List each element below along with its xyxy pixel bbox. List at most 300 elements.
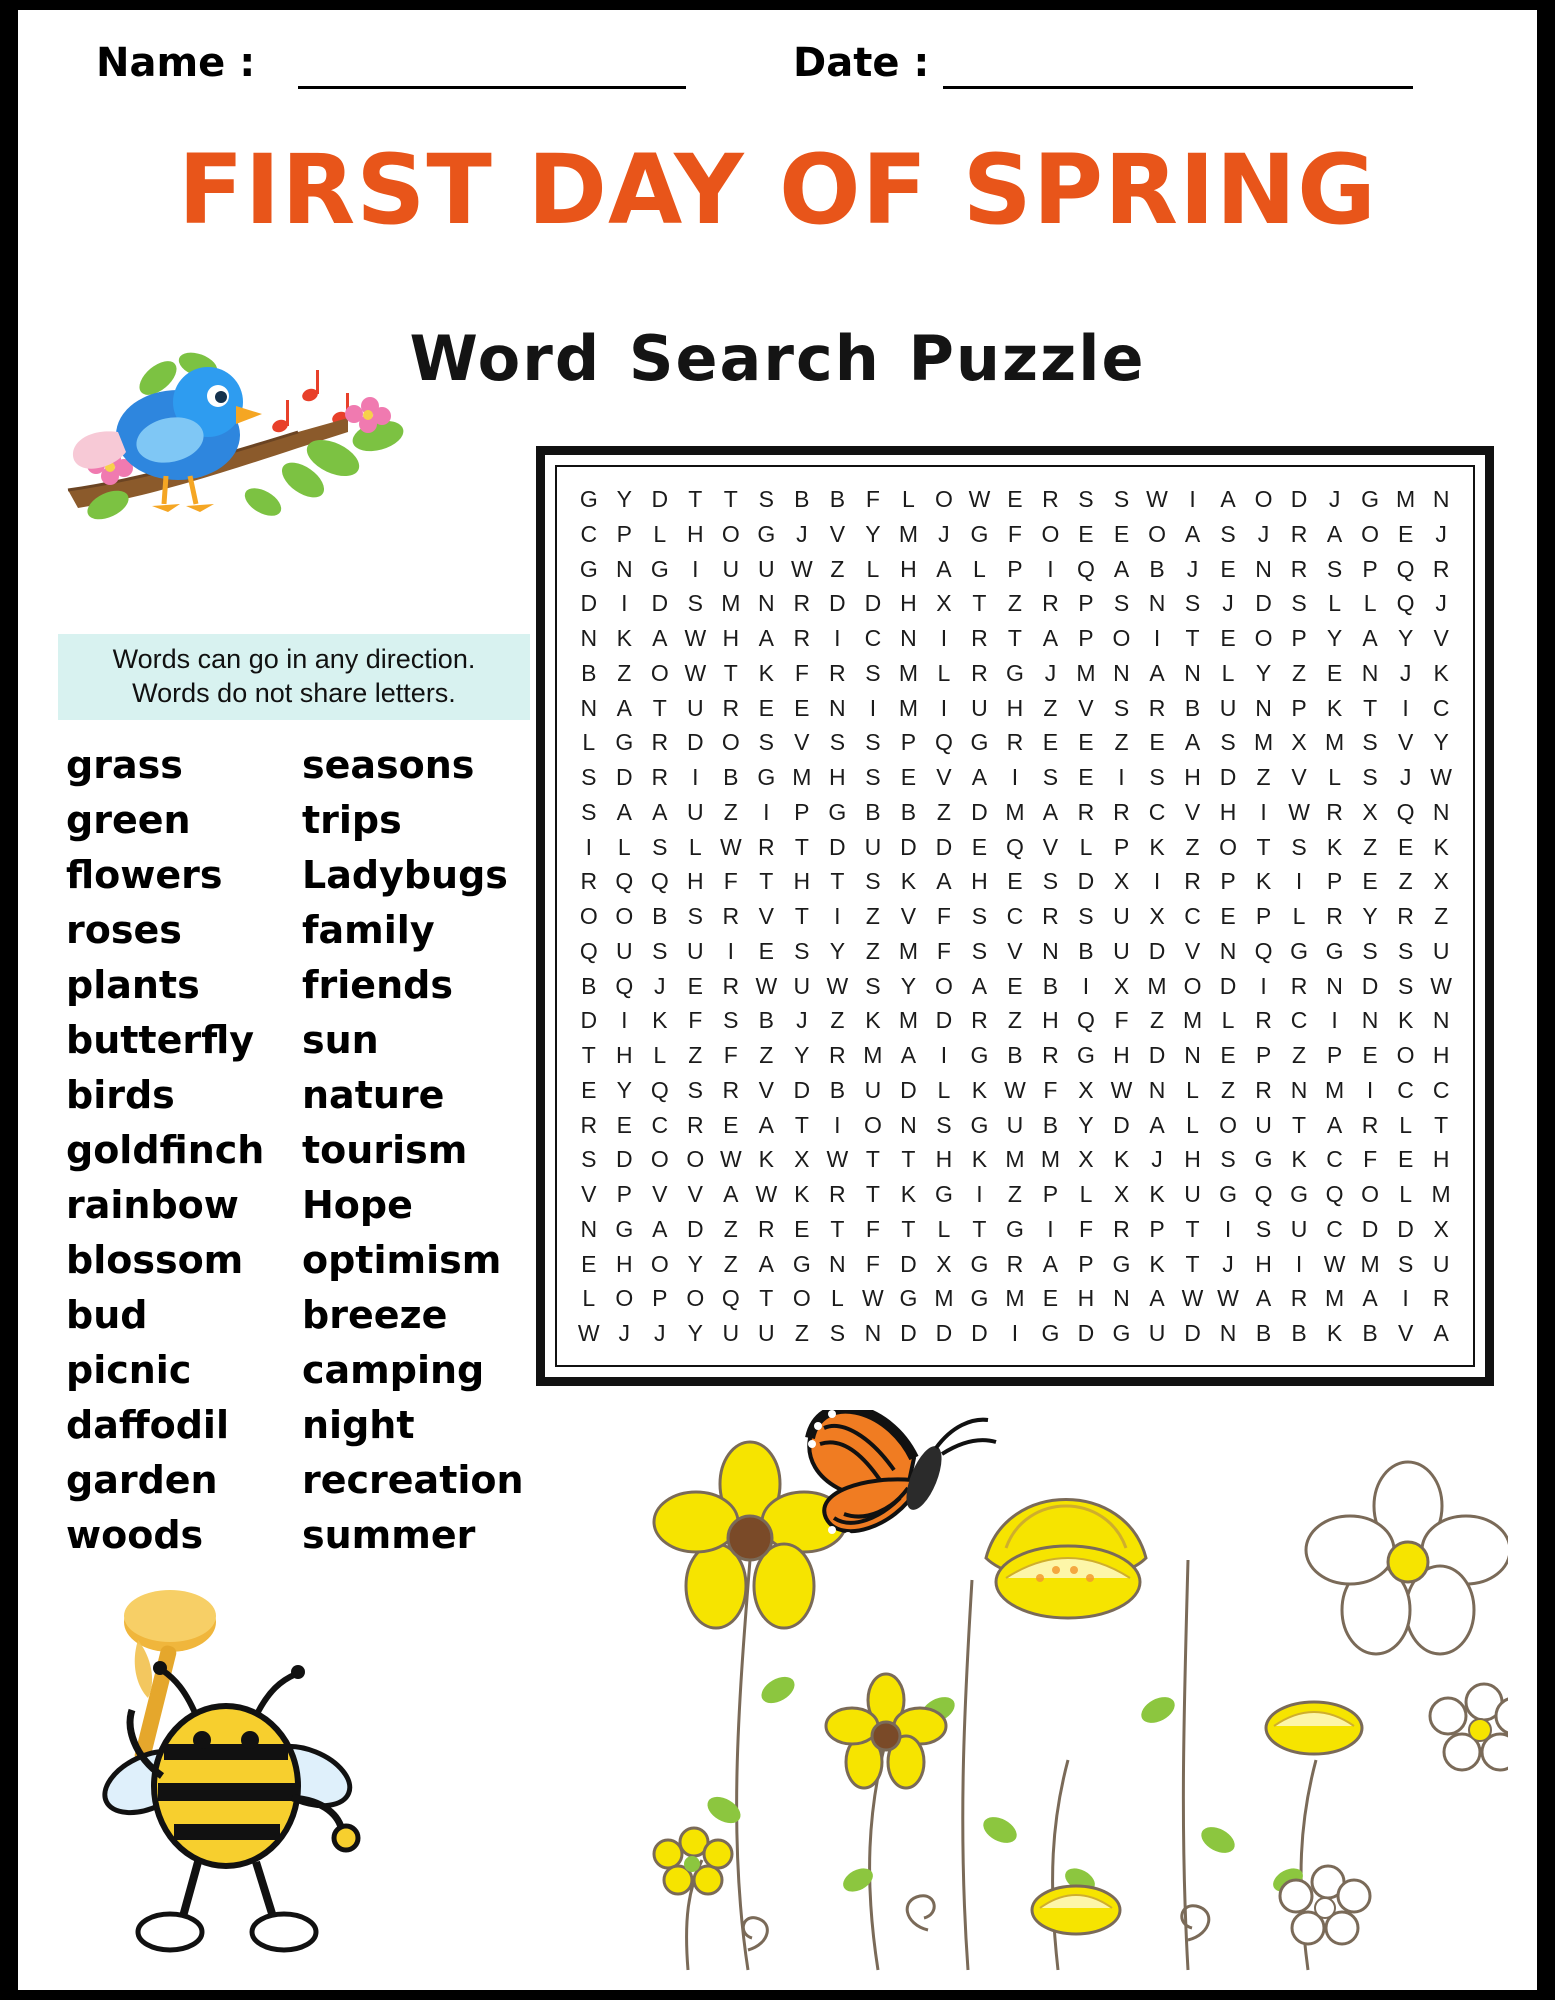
grid-cell[interactable]: L [1399,1181,1413,1207]
grid-cell[interactable]: N [1113,659,1130,686]
grid-cell[interactable]: D [829,833,846,860]
grid-cell[interactable]: Z [1007,1181,1022,1207]
grid-cell[interactable]: H [1184,764,1201,790]
grid-cell[interactable]: S [1042,764,1059,790]
grid-cell[interactable]: C [1148,798,1166,825]
grid-cell[interactable]: T [972,1215,987,1242]
grid-cell[interactable]: E [1362,1042,1378,1068]
grid-cell[interactable]: Z [1363,833,1378,860]
grid-cell[interactable]: K [652,1007,668,1034]
grid-cell[interactable]: J [938,520,950,547]
grid-cell[interactable]: S [1113,694,1130,721]
grid-cell[interactable]: G [1219,1181,1237,1207]
grid-cell[interactable]: C [1290,1007,1308,1034]
grid-cell[interactable]: U [864,833,882,860]
grid-cell[interactable]: W [1004,1076,1026,1103]
grid-cell[interactable]: G [792,1250,811,1277]
grid-cell[interactable]: G [1290,1181,1309,1207]
grid-cell[interactable]: J [1222,1250,1234,1277]
grid-cell[interactable]: T [1256,833,1271,860]
grid-cell[interactable]: A [1184,520,1201,547]
grid-cell[interactable]: G [579,555,598,582]
grid-cell[interactable]: Q [1396,590,1415,617]
grid-cell[interactable]: Q [1077,555,1095,582]
grid-cell[interactable]: B [1362,1320,1378,1346]
word-item[interactable]: grass [66,743,183,787]
grid-cell[interactable]: D [1219,764,1237,790]
grid-cell[interactable]: X [1433,1215,1449,1242]
grid-cell[interactable]: R [971,659,988,686]
grid-cell[interactable]: R [580,1111,598,1138]
grid-cell[interactable]: M [1040,1146,1061,1173]
grid-cell[interactable]: I [1011,1320,1019,1346]
grid-cell[interactable]: N [1148,1076,1166,1103]
grid-cell[interactable]: N [1361,659,1379,686]
grid-cell[interactable]: G [1290,937,1309,964]
grid-cell[interactable]: S [1149,764,1165,790]
grid-cell[interactable]: B [865,798,881,825]
grid-cell[interactable]: S [865,868,881,895]
grid-cell[interactable]: N [615,555,633,582]
grid-cell[interactable]: O [615,903,634,929]
grid-cell[interactable]: R [722,694,740,721]
grid-cell[interactable]: I [940,625,948,651]
grid-cell[interactable]: H [935,1146,953,1173]
grid-cell[interactable]: O [1254,486,1273,512]
grid-cell[interactable]: N [864,1320,882,1346]
grid-cell[interactable]: N [1432,486,1450,512]
grid-cell[interactable]: C [1326,1215,1343,1242]
grid-cell[interactable]: E [1397,833,1414,860]
grid-cell[interactable]: X [1113,972,1130,999]
grid-cell[interactable]: L [582,1285,596,1312]
grid-cell[interactable]: L [1186,1076,1199,1103]
grid-cell[interactable]: G [579,486,598,512]
grid-cell[interactable]: E [971,833,988,860]
grid-cell[interactable]: K [1255,868,1272,895]
grid-cell[interactable]: B [829,486,846,512]
grid-cell[interactable]: H [1077,1285,1095,1312]
grid-cell[interactable]: I [1402,1285,1409,1312]
grid-cell[interactable]: M [792,764,812,790]
grid-cell[interactable]: A [1042,1250,1059,1277]
grid-cell[interactable]: B [794,486,810,512]
grid-cell[interactable]: L [1079,1181,1093,1207]
grid-cell[interactable]: Z [830,555,845,582]
grid-cell[interactable]: O [615,1285,634,1312]
grid-cell[interactable]: L [653,520,667,547]
grid-cell[interactable]: Q [615,972,634,999]
grid-cell[interactable]: M [1005,1146,1025,1173]
grid-cell[interactable]: B [652,903,668,929]
grid-cell[interactable]: C [1397,1076,1414,1103]
grid-cell[interactable]: K [1326,1320,1343,1346]
grid-cell[interactable]: L [1186,1111,1199,1138]
grid-cell[interactable]: D [1255,590,1272,617]
grid-cell[interactable]: Y [1326,625,1343,651]
grid-cell[interactable]: E [794,694,810,721]
grid-cell[interactable]: P [652,1285,668,1312]
grid-cell[interactable]: V [900,903,917,929]
grid-cell[interactable]: P [616,1181,632,1207]
grid-cell[interactable]: G [1006,1215,1024,1242]
grid-cell[interactable]: L [1079,833,1093,860]
grid-cell[interactable]: Y [1362,903,1378,929]
grid-cell[interactable]: R [1148,694,1166,721]
grid-cell[interactable]: A [1042,798,1059,825]
word-item[interactable]: trips [302,798,402,842]
grid-cell[interactable]: N [1042,937,1059,964]
grid-cell[interactable]: L [688,833,702,860]
grid-cell[interactable]: K [1149,1250,1165,1277]
grid-cell[interactable]: R [1326,903,1343,929]
grid-cell[interactable]: S [936,1111,952,1138]
grid-cell[interactable]: Q [1325,1181,1344,1207]
grid-cell[interactable]: V [936,764,952,790]
grid-cell[interactable]: N [580,694,598,721]
grid-cell[interactable]: L [937,1215,951,1242]
grid-cell[interactable]: N [1432,1007,1450,1034]
grid-cell[interactable]: J [1399,659,1412,686]
grid-cell[interactable]: O [934,486,953,512]
grid-cell[interactable]: I [692,764,699,790]
grid-cell[interactable]: V [1007,937,1023,964]
grid-cell[interactable]: K [1433,659,1449,686]
grid-cell[interactable]: S [865,659,881,686]
grid-cell[interactable]: I [976,1181,983,1207]
grid-cell[interactable]: K [900,868,917,895]
grid-cell[interactable]: N [900,625,917,651]
grid-cell[interactable]: Z [723,1250,738,1277]
grid-cell[interactable]: U [1113,903,1130,929]
grid-cell[interactable]: K [1326,694,1343,721]
grid-cell[interactable]: X [1113,868,1130,895]
grid-cell[interactable]: I [940,694,948,721]
grid-cell[interactable]: M [1325,729,1345,756]
grid-cell[interactable]: H [722,625,740,651]
grid-cell[interactable]: W [719,1146,742,1173]
grid-cell[interactable]: V [1042,833,1059,860]
grid-cell[interactable]: J [796,1007,808,1034]
grid-cell[interactable]: B [1042,1111,1059,1138]
grid-cell[interactable]: Z [1292,659,1307,686]
grid-cell[interactable]: E [1220,1042,1236,1068]
grid-cell[interactable]: I [940,1042,948,1068]
grid-cell[interactable]: L [937,659,951,686]
grid-cell[interactable]: I [834,903,841,929]
grid-cell[interactable]: R [1042,903,1059,929]
grid-cell[interactable]: Z [1007,590,1022,617]
grid-cell[interactable]: Z [1434,903,1449,929]
grid-cell[interactable]: L [1328,590,1341,617]
grid-cell[interactable]: N [758,590,775,617]
grid-cell[interactable]: E [616,1111,632,1138]
grid-cell[interactable]: N [829,694,846,721]
grid-cell[interactable]: Y [1433,729,1449,756]
word-item[interactable]: recreation [302,1458,524,1502]
grid-cell[interactable]: V [687,1181,703,1207]
grid-cell[interactable]: U [1255,1111,1272,1138]
grid-cell[interactable]: M [898,1007,918,1034]
grid-cell[interactable]: I [1082,972,1090,999]
grid-cell[interactable]: S [1255,1215,1272,1242]
grid-cell[interactable]: G [899,1285,918,1312]
grid-cell[interactable]: Z [759,1042,774,1068]
grid-cell[interactable]: R [758,1215,775,1242]
grid-cell[interactable]: X [1078,1146,1094,1173]
grid-cell[interactable]: V [1184,798,1201,825]
grid-cell[interactable]: M [1182,1007,1203,1034]
grid-cell[interactable]: M [1431,1181,1451,1207]
grid-cell[interactable]: H [793,868,811,895]
grid-cell[interactable]: A [1149,659,1165,686]
grid-cell[interactable]: E [900,764,917,790]
grid-cell[interactable]: K [1397,1007,1414,1034]
grid-cell[interactable]: Z [1007,1007,1022,1034]
grid-cell[interactable]: H [900,555,917,582]
grid-cell[interactable]: V [1433,625,1449,651]
grid-cell[interactable]: R [1006,1250,1024,1277]
grid-cell[interactable]: F [1043,1076,1058,1103]
grid-cell[interactable]: P [1326,868,1343,895]
grid-cell[interactable]: T [794,833,809,860]
grid-cell[interactable]: W [968,486,991,512]
grid-cell[interactable]: R [1397,903,1414,929]
grid-cell[interactable]: J [1435,520,1447,547]
grid-cell[interactable]: T [901,1215,916,1242]
grid-cell[interactable]: W [1217,1285,1239,1312]
grid-cell[interactable]: T [1185,1215,1200,1242]
grid-cell[interactable]: A [758,1250,774,1277]
grid-cell[interactable]: U [722,1320,740,1346]
grid-cell[interactable]: P [1362,555,1378,582]
grid-cell[interactable]: P [900,729,917,756]
grid-cell[interactable]: F [865,1250,880,1277]
grid-cell[interactable]: Q [1006,833,1024,860]
grid-cell[interactable]: Q [615,868,634,895]
grid-cell[interactable]: D [971,1320,988,1346]
grid-cell[interactable]: D [1219,972,1237,999]
grid-cell[interactable]: G [970,1042,989,1068]
grid-cell[interactable]: S [758,486,774,512]
grid-cell[interactable]: T [723,486,738,512]
grid-cell[interactable]: I [763,798,770,825]
grid-cell[interactable]: B [1007,1042,1023,1068]
grid-cell[interactable]: G [757,764,776,790]
grid-cell[interactable]: I [1047,1215,1054,1242]
grid-cell[interactable]: D [686,729,704,756]
grid-cell[interactable]: A [971,764,988,790]
grid-cell[interactable]: W [1323,1250,1346,1277]
grid-cell[interactable]: Y [794,1042,810,1068]
grid-cell[interactable]: W [1146,486,1168,512]
grid-cell[interactable]: L [1399,1111,1413,1138]
grid-cell[interactable]: J [618,1320,631,1346]
grid-cell[interactable]: Y [829,937,846,964]
grid-cell[interactable]: N [1361,1007,1379,1034]
grid-cell[interactable]: Y [900,972,917,999]
grid-cell[interactable]: Z [1114,729,1129,756]
grid-cell[interactable]: C [1006,903,1024,929]
grid-cell[interactable]: D [900,833,917,860]
grid-cell[interactable]: Y [687,1250,703,1277]
grid-cell[interactable]: O [1361,1181,1380,1207]
grid-cell[interactable]: W [755,1181,778,1207]
grid-cell[interactable]: H [615,1042,633,1068]
grid-cell[interactable]: A [1149,1111,1165,1138]
grid-cell[interactable]: I [727,937,735,964]
grid-cell[interactable]: I [1295,868,1303,895]
grid-cell[interactable]: D [900,1320,917,1346]
grid-cell[interactable]: R [1255,1076,1272,1103]
word-item[interactable]: plants [66,963,200,1007]
date-input-line[interactable] [943,86,1413,89]
grid-cell[interactable]: T [794,1111,809,1138]
grid-cell[interactable]: J [1257,520,1270,547]
grid-cell[interactable]: H [615,1250,633,1277]
grid-cell[interactable]: P [1078,590,1094,617]
grid-cell[interactable]: K [794,1181,810,1207]
grid-cell[interactable]: S [865,972,881,999]
grid-cell[interactable]: U [1432,937,1450,964]
grid-cell[interactable]: D [580,1007,598,1034]
grid-cell[interactable]: R [1042,486,1059,512]
grid-cell[interactable]: Y [1255,659,1272,686]
grid-cell[interactable]: A [971,972,988,999]
grid-cell[interactable]: O [1041,520,1060,547]
grid-cell[interactable]: E [1397,1146,1414,1173]
word-item[interactable]: Ladybugs [302,853,508,897]
grid-cell[interactable]: S [581,764,597,790]
grid-cell[interactable]: V [581,1181,597,1207]
grid-cell[interactable]: A [1362,1285,1378,1312]
grid-cell[interactable]: J [1044,659,1057,686]
grid-cell[interactable]: E [1220,903,1236,929]
grid-cell[interactable]: Z [1185,833,1200,860]
grid-cell[interactable]: Q [1254,937,1273,964]
grid-cell[interactable]: S [652,833,668,860]
grid-cell[interactable]: E [1007,868,1023,895]
grid-cell[interactable]: K [971,1076,988,1103]
grid-cell[interactable]: F [1363,1146,1378,1173]
grid-cell[interactable]: T [1185,625,1200,651]
grid-cell[interactable]: Z [936,798,951,825]
grid-cell[interactable]: E [1078,764,1094,790]
grid-cell[interactable]: D [971,798,988,825]
grid-cell[interactable]: I [1047,555,1054,582]
grid-cell[interactable]: R [1290,1285,1308,1312]
grid-cell[interactable]: Z [865,903,880,929]
grid-cell[interactable]: T [865,1181,880,1207]
grid-cell[interactable]: I [1402,694,1409,721]
grid-cell[interactable]: A [1362,625,1378,651]
grid-cell[interactable]: C [1432,1076,1450,1103]
grid-cell[interactable]: W [719,833,742,860]
grid-cell[interactable]: N [1219,1320,1237,1346]
grid-cell[interactable]: X [1362,798,1378,825]
grid-cell[interactable]: O [650,1250,669,1277]
grid-cell[interactable]: O [650,1146,669,1173]
grid-cell[interactable]: M [1005,798,1025,825]
grid-cell[interactable]: U [1432,1250,1450,1277]
grid-cell[interactable]: Z [688,1042,703,1068]
grid-cell[interactable]: M [1360,1250,1380,1277]
grid-cell[interactable]: Y [616,1076,632,1103]
grid-cell[interactable]: U [686,694,704,721]
grid-cell[interactable]: I [621,590,628,617]
grid-cell[interactable]: J [1151,1146,1163,1173]
word-item[interactable]: bud [66,1293,148,1337]
grid-cell[interactable]: K [1149,1181,1165,1207]
grid-cell[interactable]: I [1189,486,1196,512]
grid-cell[interactable]: R [1432,1285,1450,1312]
grid-cell[interactable]: G [828,798,847,825]
grid-cell[interactable]: S [1078,903,1094,929]
grid-cell[interactable]: S [1326,555,1343,582]
grid-cell[interactable]: S [1220,729,1236,756]
grid-cell[interactable]: U [1113,937,1130,964]
grid-cell[interactable]: K [865,1007,881,1034]
grid-cell[interactable]: E [723,1111,739,1138]
grid-cell[interactable]: U [864,1076,882,1103]
grid-cell[interactable]: T [688,486,703,512]
grid-cell[interactable]: V [1397,1320,1414,1346]
grid-cell[interactable]: Y [1078,1111,1094,1138]
grid-cell[interactable]: S [1291,590,1307,617]
grid-cell[interactable]: G [1041,1320,1060,1346]
grid-cell[interactable]: X [794,1146,810,1173]
word-item[interactable]: optimism [302,1238,502,1282]
grid-cell[interactable]: M [1147,972,1167,999]
grid-cell[interactable]: T [759,1285,774,1312]
grid-cell[interactable]: R [829,1042,846,1068]
grid-cell[interactable]: D [1397,1215,1414,1242]
grid-cell[interactable]: A [1042,625,1059,651]
grid-cell[interactable]: U [1184,1181,1201,1207]
grid-cell[interactable]: I [834,1111,841,1138]
grid-cell[interactable]: Q [1077,1007,1095,1034]
grid-cell[interactable]: X [1113,1181,1130,1207]
grid-cell[interactable]: V [829,520,846,547]
word-item[interactable]: nature [302,1073,445,1117]
grid-cell[interactable]: H [829,764,846,790]
grid-cell[interactable]: A [1326,520,1343,547]
grid-cell[interactable]: N [1255,555,1272,582]
grid-cell[interactable]: E [1220,625,1236,651]
grid-cell[interactable]: R [1361,1111,1379,1138]
grid-cell[interactable]: M [898,520,918,547]
grid-cell[interactable]: M [863,1042,883,1068]
grid-cell[interactable]: O [1112,625,1131,651]
grid-cell[interactable]: D [793,1076,811,1103]
grid-cell[interactable]: S [1078,486,1094,512]
grid-cell[interactable]: S [581,798,597,825]
grid-cell[interactable]: A [900,1042,917,1068]
grid-cell[interactable]: H [1219,798,1237,825]
grid-cell[interactable]: E [1007,972,1023,999]
grid-cell[interactable]: G [1112,1320,1131,1346]
grid-cell[interactable]: A [758,1111,774,1138]
grid-cell[interactable]: M [721,590,741,617]
grid-cell[interactable]: V [1078,694,1094,721]
grid-cell[interactable]: S [1113,590,1130,617]
grid-cell[interactable]: R [1042,590,1059,617]
grid-cell[interactable]: T [759,868,774,895]
grid-cell[interactable]: L [866,555,880,582]
grid-cell[interactable]: W [577,1320,600,1346]
grid-cell[interactable]: O [863,1111,882,1138]
grid-cell[interactable]: X [1078,1076,1094,1103]
